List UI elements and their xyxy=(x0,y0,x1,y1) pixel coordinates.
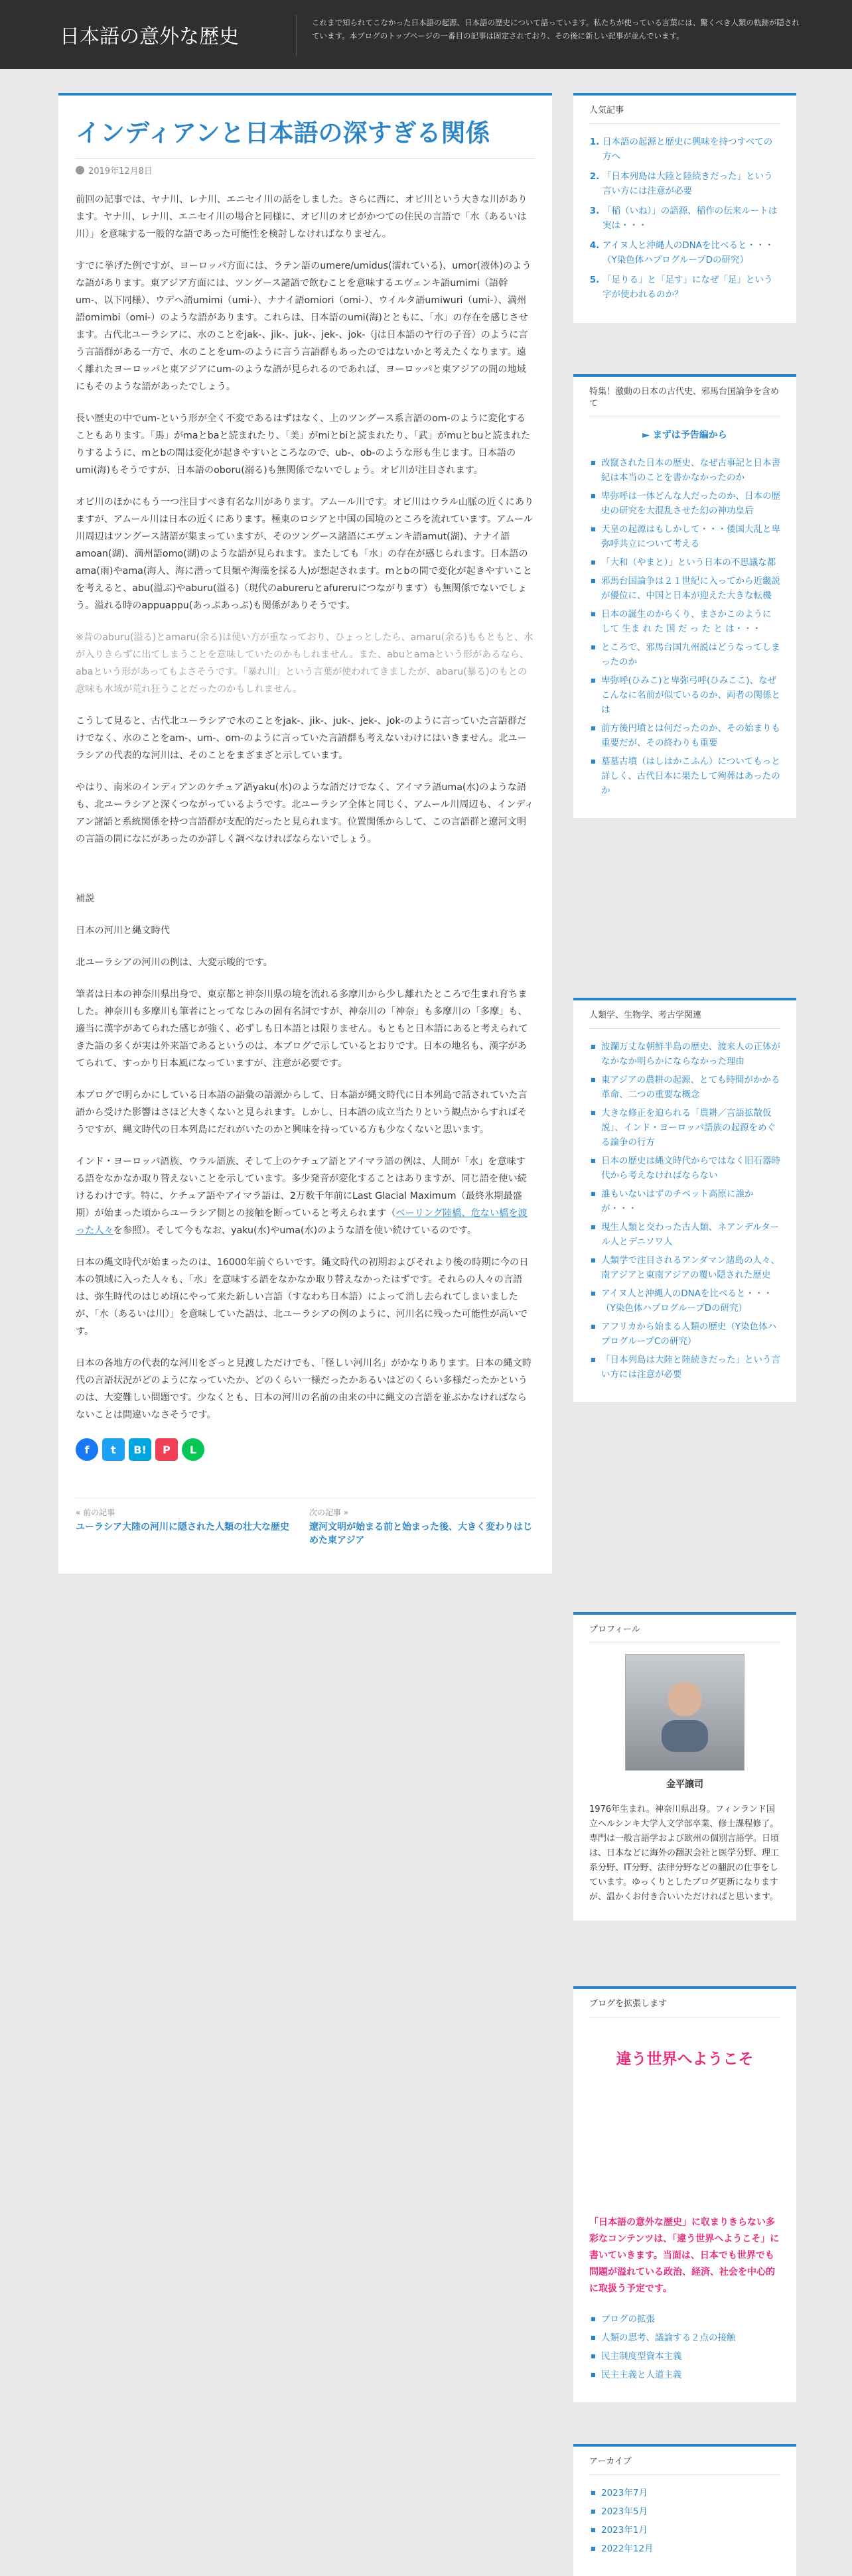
next-label: 次の記事 » xyxy=(309,1508,349,1517)
profile-widget xyxy=(573,1612,796,1921)
bering-link[interactable]: ベーリング陸橋、危ない橋を渡った人々 xyxy=(76,1208,528,1236)
widget-title: プロフィール xyxy=(589,1624,780,1643)
post-date xyxy=(76,164,535,176)
paragraph: 前回の記事では、ヤナ川、レナ川、エニセイ川の話をしました。さらに西に、オビ川という大きな川があります。ヤナ川、レナ川、エニセイ川の場合と同様に、オビ川のオビがかつての住民の言語で「水（あるいは川）」を意味する一般的な語であった可能性を検討しなければなりません。 xyxy=(76,194,528,239)
prev-label: « 前の記事 xyxy=(76,1508,115,1517)
paragraph: こうして見ると、古代北ユーラシアで水のことをjak-、jik-、juk-、jek-、jok-のように言っていた言語群だけでなく、水のことをam-、um-、om-のように言っていた言語群も考えないわけにはいきません。北ユーラシアの代表的な河川は、そのことをまざまざと示しています。 xyxy=(76,716,527,761)
archive-widget xyxy=(573,2444,796,2576)
special-widget xyxy=(573,374,796,818)
post-navigation xyxy=(76,1498,535,1547)
supplement-heading: 補説 xyxy=(76,894,95,904)
facebook-share-icon[interactable]: f xyxy=(76,1438,98,1461)
archive-list xyxy=(589,2486,780,2556)
list-item[interactable]: ■ 「日本列島は大陸と陸続きだった」という言い方には注意が必要 xyxy=(589,1353,780,1382)
list-item[interactable]: ■ 前方後円墳とは何だったのか、その始まりも重要だが、その終わりも重要 xyxy=(589,721,780,750)
popular-item[interactable]: 1. 日本語の起源と歴史に興味を持つすべての方へ xyxy=(603,135,780,164)
extension-title[interactable]: 違う世界へようこそ xyxy=(616,2051,754,2068)
paragraph: すでに挙げた例ですが、ヨーロッパ方面には、ラテン語のumere/umidus(濡れている)、umor(液体)のような語があります。東アジア方面には、ツングース諸語で飲むことを意味するエヴェンキ語umimi（語幹um-、以下同様）、ウデヘ語umimi（umi-）、ナナイ語omiori（omi-）、ウイルタ語umiwuri（umi-）、満州語omimbi（omi-）のような語があります。これらは、日本語のumi(海)とともに、「水」の存在を感じさせます。古代北ユーラシアに、水のことをjak-、jik-、juk-、jek-、jok-（jは日本語のヤ行の子音）のように言う言語群がある一方で、水のことをum-のように言う言語群もあったのではないかと考えたくなります。遠く離れたヨーロッパと東アジアにum-のような語が見られるのであれば、ヨーロッパと東アジアの間の地域にもそのような語があったでしょう。 xyxy=(76,261,532,392)
list-item[interactable]: ■ 民主主義と人道主義 xyxy=(589,2368,780,2382)
special-list xyxy=(589,456,780,798)
paragraph: 日本の縄文時代が始まったのは、16000年前ぐらいです。縄文時代の初期およびそれより後の時期に今の日本の領域に入った人々も、「水」を意味する語をなかなか取り替えなかったはずです。それらの人々の言語は、弥生時代のはじめ頃にやって来た新しい言語（すなわち日本語）によって消し去られてしまいましたが、「水（あるいは川）」を意味していた語は、北ユーラシアの例のように、河川名に残った可能性が高いです。 xyxy=(76,1257,529,1337)
site-title[interactable]: 日本語の意外な歴史 xyxy=(60,25,239,48)
science-list xyxy=(589,1040,780,1382)
popular-item[interactable]: 3. 「稲（いね）」の語源、稲作の伝来ルートは実は・・・ xyxy=(603,204,780,233)
list-item[interactable]: ■ 人類学で注目されるアンダマン諸島の人々、南アジアと東南アジアの覆い隠された歴史 xyxy=(589,1253,780,1282)
hatena-bookmark-icon[interactable]: B! xyxy=(129,1438,151,1461)
list-item[interactable]: ■ 改竄された日本の歴史、なぜ古事記と日本書紀は本当のことを書かなかったのか xyxy=(589,456,780,485)
archive-item[interactable]: ■ 2022年12月 xyxy=(589,2542,780,2556)
preview-link[interactable]: ► まずは予告編から xyxy=(642,430,727,441)
extension-widget xyxy=(573,1986,796,2402)
widget-title: ブログを拡張します xyxy=(589,1998,780,2017)
list-item[interactable]: ■ 日本の歴史は縄文時代からではなく旧石器時代から考えなければならない xyxy=(589,1154,780,1183)
post-date-text: 2019年12月8日 xyxy=(88,167,153,176)
popular-item[interactable]: 2. 「日本列島は大陸と陸続きだった」という言い方には注意が必要 xyxy=(603,169,780,198)
list-item[interactable]: ■ ところで、邪馬台国九州説はどうなってしまったのか xyxy=(589,640,780,669)
list-item[interactable]: ■ 誰もいないはずのチベット高原に誰かが・・・ xyxy=(589,1187,780,1216)
paragraph: 筆者は日本の神奈川県出身で、東京都と神奈川県の境を流れる多摩川から少し離れたところで生まれ育ちました。神奈川も多摩川も筆者にとってなじみの固有名詞ですが、神奈川の「神奈」も多摩川の「多摩」も、適当に漢字があてられた感じが強く、必ずしも日本語とは限りません。もともと日本語にあると考えられてきた語の多くが実は外来語であるというのは、本ブログで示しているとおりです。日本の地名も、漢字があてられて、すっかり日本風になっていますが、注意が必要です。 xyxy=(76,989,528,1069)
list-item[interactable]: ■ 卑弥呼は一体どんな人だったのか、日本の歴史の研究を大混乱させた幻の神功皇后 xyxy=(589,489,780,518)
post-title: インディアンと日本語の深すぎる関係 xyxy=(76,115,535,159)
list-item[interactable]: ■ 墓墓古墳（はしはかこふん）についてもっと詳しく、古代日本に果たして殉葬はあったのか xyxy=(589,754,780,798)
site-description: これまで知られてこなかった日本語の起源、日本語の歴史について語っています。私たちが使っている言葉には、驚くべき人類の軌跡が隠されています。本ブログのトップページの一番目の記事は固定されており、その後に新しい記事が並んでいます。 xyxy=(312,18,800,40)
pocket-share-icon[interactable]: P xyxy=(155,1438,178,1461)
header-divider xyxy=(296,15,297,56)
paragraph: 北ユーラシアの河川の例は、大変示唆的です。 xyxy=(76,957,273,968)
archive-item[interactable]: ■ 2023年5月 xyxy=(589,2504,780,2519)
popular-list xyxy=(589,135,780,302)
profile-photo xyxy=(625,1654,745,1771)
list-item[interactable]: ■ 現生人類と交わった古人類、ネアンデルタール人とデニソワ人 xyxy=(589,1220,780,1249)
list-item[interactable]: ■ 波瀾万丈な朝鮮半島の歴史、渡来人の正体がなかなか明らかにならなかった理由 xyxy=(589,1040,780,1069)
next-post-link[interactable]: 遼河文明が始まる前と始まった後、大きく変わりはじめた東アジア xyxy=(309,1522,532,1546)
paragraph: 長い歴史の中でum-という形が全く不変であるはずはなく、上のツングース系言語のom-のように変化することもあります。「馬」がmaとbaと読まれたり、「美」がmiとbiと読まれたり、「武」がmuとbuと読まれたりするように、mとbの間は変化が起きやすいところなので、ub-、ob-のような形も生じます。日本語のumi(海)もそうですが、日本語のoboru(溺る)も無関係でないでしょう。オビ川が注目されます。 xyxy=(76,413,531,476)
list-item[interactable]: ■ 大きな修正を迫られる「農耕／言語拡散仮説」、インド・ヨーロッパ語族の起源をめぐる論争の行方 xyxy=(589,1106,780,1150)
twitter-share-icon[interactable]: t xyxy=(102,1438,125,1461)
note-paragraph: ※昔のaburu(溢る)とamaru(余る)は使い方が重なっており、ひょっとしたら、amaru(余る)ももともと、水が入りきらずに出てしまうことを意味していたのかもしれません。また、abuとamaという形があるなら、abaという形があってもよさそうです。「暴れ川」という言葉が使われてきましたが、abaru(暴る)のもとの意味も水域が荒れ狂うことだったのかもしれません。 xyxy=(76,632,533,695)
profile-name: 金平譲司 xyxy=(666,1779,703,1790)
widget-title: 人類学、生物学、考古学関連 xyxy=(589,1010,780,1029)
list-item[interactable]: ■ 「大和（やまと）」という日本の不思議な都 xyxy=(589,555,780,570)
list-item[interactable]: ■ 卑弥呼(ひみこ)と卑弥弓呼(ひみここ)、なぜこんなに名前が似ているのか、両者の関係とは xyxy=(589,673,780,717)
share-buttons xyxy=(76,1438,535,1461)
paragraph-with-link xyxy=(76,1153,535,1239)
widget-title: アーカイブ xyxy=(589,2456,780,2475)
main-article xyxy=(58,93,552,1574)
list-item[interactable]: ■ アイヌ人と沖縄人のDNAを比べると・・・（Y染色体ハプログループDの研究） xyxy=(589,1286,780,1316)
prev-post-link[interactable]: ユーラシア大陸の河川に隠された人類の壮大な歴史 xyxy=(76,1522,289,1532)
list-item[interactable]: ■ 天皇の起源はもしかして・・・倭国大乱と卑弥呼共立について考える xyxy=(589,522,780,551)
science-widget xyxy=(573,998,796,1402)
paragraph: 日本の各地方の代表的な河川をざっと見渡しただけでも、「怪しい河川名」がかなりあります。日本の縄文時代の言語状況がどのようになっていたか、どのくらい一様だったかあるいはどのくらい多様だったかというのは、大変難しい問題です。少なくとも、日本の河川の名前の由来の中に縄文の言語を並ぶかなければならないことは間違いなさそうです。 xyxy=(76,1358,532,1420)
paragraph: やはり、南米のインディアンのケチュア語yaku(水)のような語だけでなく、アイマラ語uma(水)のような語も、北ユーラシアと深くつながっているようです。北ユーラシア全体と同じく、アムール川周辺も、インディアン諸語と系統関係を持つ言語群が支配的だったと見られます。位置関係からして、この言語群と遼河文明の言語の間になにがあったのか詳しく調べなければならないでしょう。 xyxy=(76,782,534,845)
list-item[interactable]: ■ 東アジアの農耕の起源、とても時間がかかる革命、二つの重要な概念 xyxy=(589,1073,780,1102)
list-item[interactable]: ■ 邪馬台国論争は２１世紀に入ってから近畿説が優位に、中国と日本が迎えた大きな転機 xyxy=(589,574,780,603)
prev-post xyxy=(76,1507,301,1547)
widget-title: 特集！激動の日本の古代史、邪馬台国論争を含めて xyxy=(589,386,780,417)
paragraph: オビ川のほかにもう一つ注目すべき有名な川があります。アムール川です。オビ川はウラル山脈の近くにありますが、アムール川は日本の近くにあります。極東のロシアと中国の国境のところを流れています。アムール川周辺はツングース諸語が集まっていますが、そのツングース諸語にエヴェンキ語amut(湖)、ナナイ語amoan(湖)、満州語omo(湖)のような語が見られます。またしても「水」の存在が感じられます。日本語のama(雨)やama(海人、海に潜って貝類や海藻を採る人)が想起されます。mとbの間で変化が起きやすいことを考えると、abu(溢ぶ)やaburu(溢る)（現代のabureruとafureruにつながります）も無関係でないでしょう。溢れる時のappuappu(あっぷあっぷ)も関係がありそうです。 xyxy=(76,497,534,611)
list-item[interactable]: ■ 日本の誕生のからくり、まさかこのように して 生ま れ た 国 だ っ た と は・・・ xyxy=(589,607,780,636)
paragraph: 本ブログで明らかにしている日本語の語彙の語源からして、日本語が縄文時代に日本列島で話されていた言語から受けた影響はさほど大きくないと見られます。しかし、日本語の成立当たりという観点からすればそうですが、縄文時代の日本列島にだれがいたのかと興味を持っている方も少なくないと思います。 xyxy=(76,1090,528,1135)
list-item[interactable]: ■ 人類の思考、議論する２点の接触 xyxy=(589,2331,780,2345)
next-post xyxy=(309,1507,535,1547)
archive-item[interactable]: ■ 2023年7月 xyxy=(589,2486,780,2500)
line-share-icon[interactable]: L xyxy=(182,1438,204,1461)
widget-title: 人気記事 xyxy=(589,105,780,124)
popular-item[interactable]: 4. アイヌ人と沖縄人のDNAを比べると・・・（Y染色体ハプログループDの研究） xyxy=(603,238,780,267)
popular-widget xyxy=(573,93,796,323)
supplement-subheading: 日本の河川と縄文時代 xyxy=(76,925,170,936)
link-pre: インド・ヨーロッパ語族、ウラル語族、そして上のケチュア語とアイマラ語の例は、人間が「水」を意味する語をなかなか取り替えないことを示しています。多少発音が変化することはありますが、同じ語を使い続けるわけです。特に、ケチュア語やアイマラ語は、2万数千年前にLast Glacial Maximum（最終氷期最盛期）が始まった頃からユーラシア側との接触を断っていると考えられます（ xyxy=(76,1156,527,1219)
post-content xyxy=(76,191,535,1424)
archive-item[interactable]: ■ 2023年1月 xyxy=(589,2523,780,2538)
list-item[interactable]: ■ アフリカから始まる人類の歴史（Y染色体ハプログループCの研究） xyxy=(589,1320,780,1349)
list-item[interactable]: ■ 民主制度型資本主義 xyxy=(589,2349,780,2364)
extension-list xyxy=(589,2312,780,2382)
site-header xyxy=(0,0,852,69)
person-icon xyxy=(655,1672,715,1752)
list-item[interactable]: ■ ブログの拡張 xyxy=(589,2312,780,2327)
popular-item[interactable]: 5. 「足りる」と「足す」になぜ「足」という字が使われるのか？ xyxy=(603,273,780,302)
clock-icon xyxy=(76,166,84,174)
extension-text: 「日本語の意外な歴史」に収まりきらない多彩なコンテンツは、「違う世界へようこそ」に書いていきます。当面は、日本でも世界でも問題が溢れている政治、経済、社会を中心的に取扱う予定です。 xyxy=(589,2217,780,2294)
link-post: を参照）。そして今もなお、yaku(水)やuma(水)のような語を使い続けているのです。 xyxy=(113,1225,477,1236)
profile-text: 1976年生まれ。神奈川県出身。フィンランド国立ヘルシンキ大学人文学部卒業、修士課程修了。専門は一般言語学および欧州の個別言語学。日頃は、日本などに海外の翻訳会社と医学分野、理工系分野、IT分野、法律分野などの翻訳の仕事をしています。ゆっくりとしたブログ更新になりますが、温かくお付き合いいただければと思います。 xyxy=(589,1804,780,1902)
